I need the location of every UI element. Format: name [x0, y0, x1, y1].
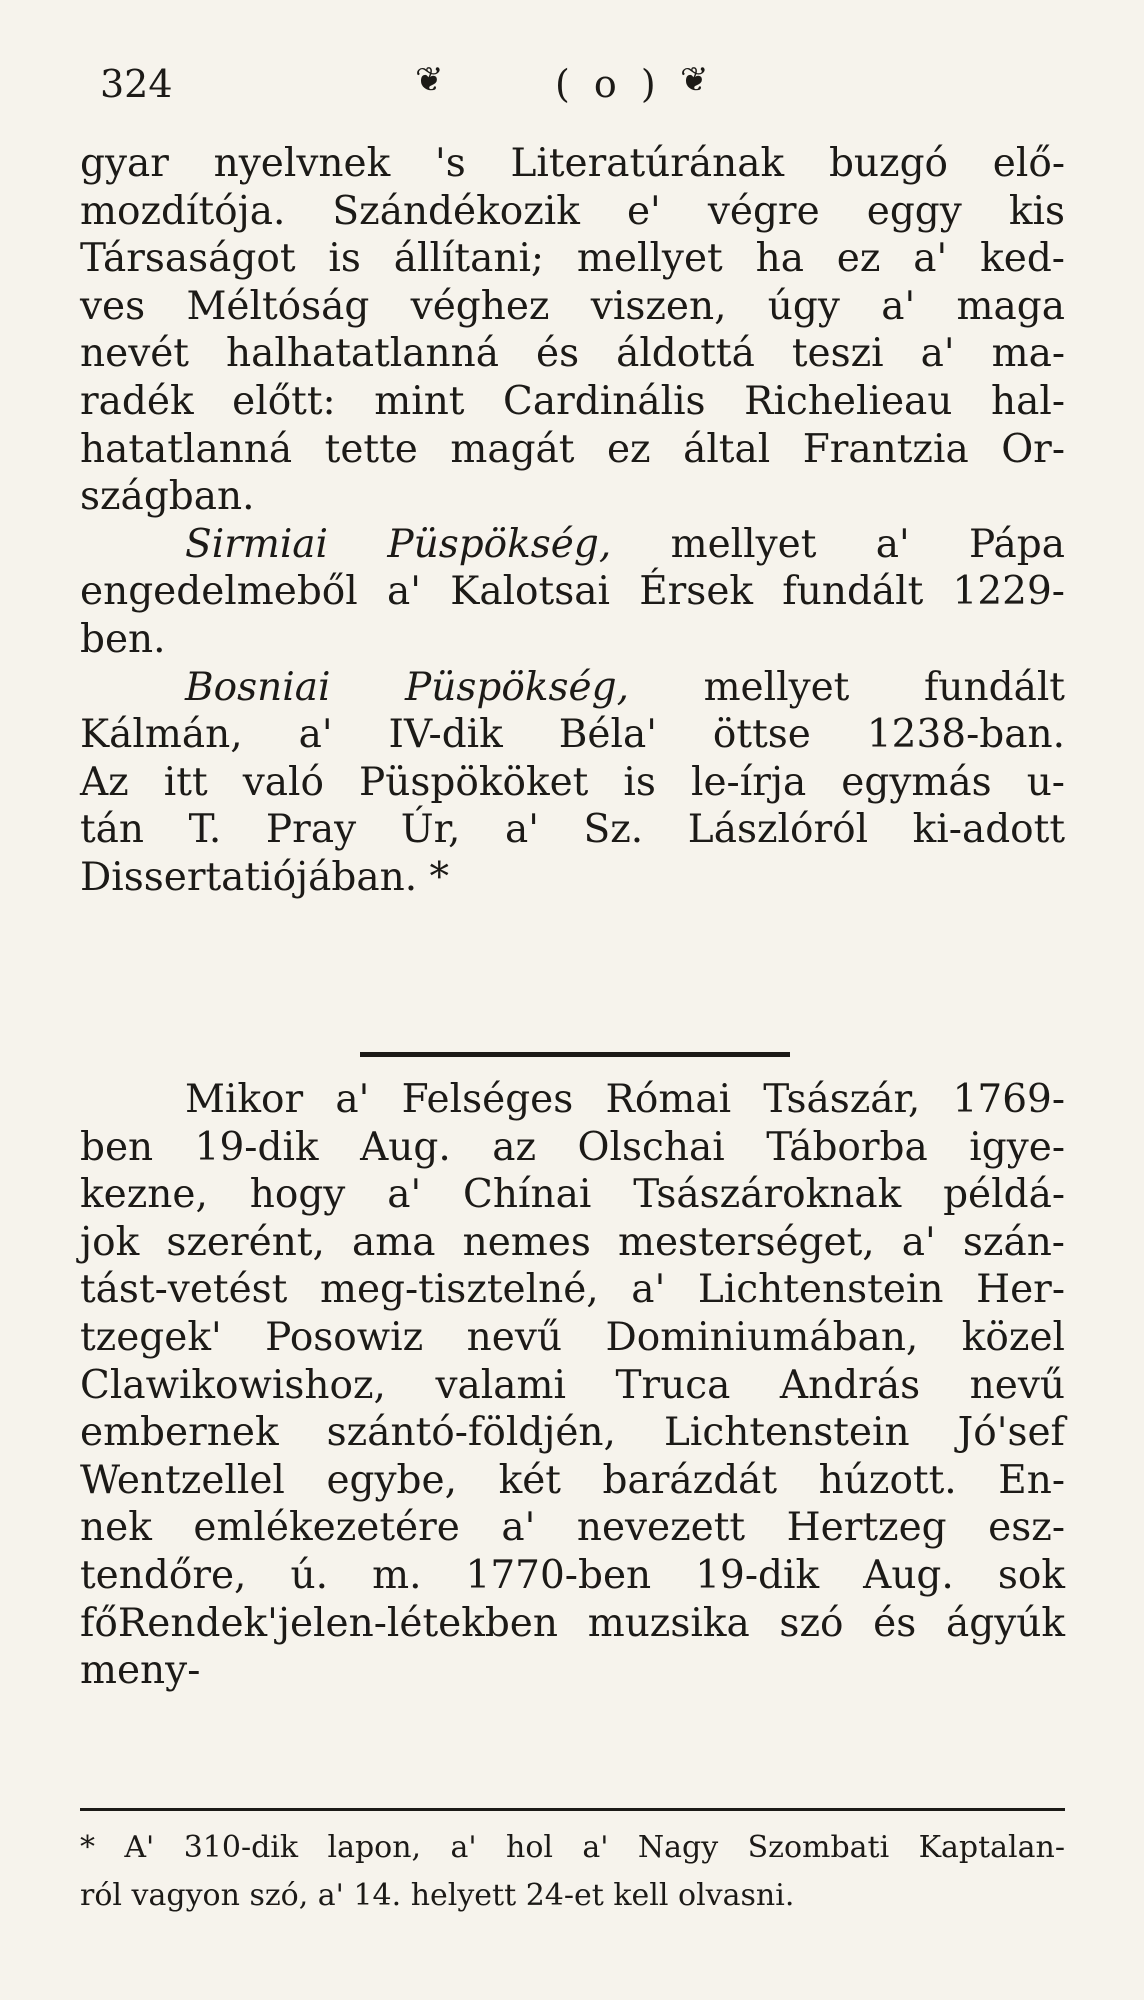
page-header — [80, 52, 760, 112]
text-line: jok szerént, ama nemes mesterséget, a' szán- — [80, 1219, 1065, 1265]
text-line: tást-vetést meg-tisztelné, a' Lichtenstein Her- — [80, 1267, 1065, 1313]
flower-ornament-icon: ❦ — [415, 60, 444, 100]
text-line: ben. — [80, 616, 166, 662]
text-fragment: mellyet a' Pápa — [670, 521, 1065, 567]
text-line: kezne, hogy a' Chínai Tsászároknak példá- — [80, 1172, 1065, 1218]
text-line: gyar nyelvnek 's Literatúrának buzgó elő- — [80, 141, 1065, 186]
main-text-section2 — [80, 1076, 1065, 1695]
text-line: szágban. — [80, 474, 255, 520]
text-fragment: mellyet fundált — [703, 664, 1065, 710]
text-line: engedelmeből a' Kalotsai Érsek fundált 1229- — [80, 569, 1065, 615]
text-line: nek emlékezetére a' nevezett Hertzeg esz- — [80, 1505, 1065, 1551]
footnote-line: * A' 310-dik lapon, a' hol a' Nagy Szombati Kaptalan- — [80, 1830, 1065, 1865]
text-line: főRendek'jelen-létekben muzsika szó és ágyúk — [80, 1600, 1065, 1646]
footnote — [80, 1830, 1065, 1925]
text-line: hatatlanná tette magát ez által Frantzia Or- — [80, 426, 1065, 472]
catchword: meny- — [80, 1648, 201, 1694]
page-number: 324 — [100, 62, 173, 106]
footnote-divider — [80, 1808, 1065, 1811]
text-line: Clawikowishoz, valami Truca András nevű — [80, 1362, 1065, 1408]
section-divider — [360, 1052, 790, 1057]
heading-sirmiai: Sirmiai Püspökség, — [185, 521, 612, 567]
main-text — [80, 140, 1065, 902]
flower-ornament-icon: ❦ — [680, 60, 709, 100]
footnote-line: ról vagyon szó, a' 14. helyett 24-et kell olvasni. — [80, 1877, 795, 1913]
text-line: embernek szántó-földjén, Lichtenstein Jó'sef — [80, 1410, 1065, 1456]
text-line: tán T. Pray Úr, a' Sz. Lászlóról ki-adott — [80, 807, 1065, 853]
text-line: Mikor a' Felséges Római Tsászár, 1769- — [185, 1077, 1065, 1122]
text-line: Az itt való Püspököket is le-írja egymás u- — [80, 759, 1065, 805]
text-line: nevét halhatatlanná és áldottá teszi a' ma- — [80, 331, 1065, 377]
heading-bosniai: Bosniai Püspökség, — [185, 664, 629, 710]
text-line: ves Méltóság véghez viszen, úgy a' maga — [80, 283, 1065, 329]
paragraph-sirmiai — [80, 521, 1065, 569]
text-line: tzegek' Posowiz nevű Dominiumában, közel — [80, 1314, 1065, 1360]
text-line: radék előtt: mint Cardinális Richelieau hal- — [80, 378, 1065, 424]
text-line: mozdítója. Szándékozik e' végre eggy kis — [80, 188, 1065, 234]
text-line: Dissertatiójában. * — [80, 854, 450, 900]
text-line: Wentzellel egybe, két barázdát húzott. En- — [80, 1457, 1065, 1503]
text-line: Kálmán, a' IV-dik Béla' öttse 1238-ban. — [80, 712, 1065, 758]
paragraph-bosniai — [80, 664, 1065, 712]
signature-mark: ( o ) — [555, 62, 662, 106]
text-line: Társaságot is állítani; mellyet ha ez a' ked- — [80, 236, 1065, 282]
text-line: ben 19-dik Aug. az Olschai Táborba igye- — [80, 1124, 1065, 1170]
text-line: tendőre, ú. m. 1770-ben 19-dik Aug. sok — [80, 1552, 1065, 1598]
